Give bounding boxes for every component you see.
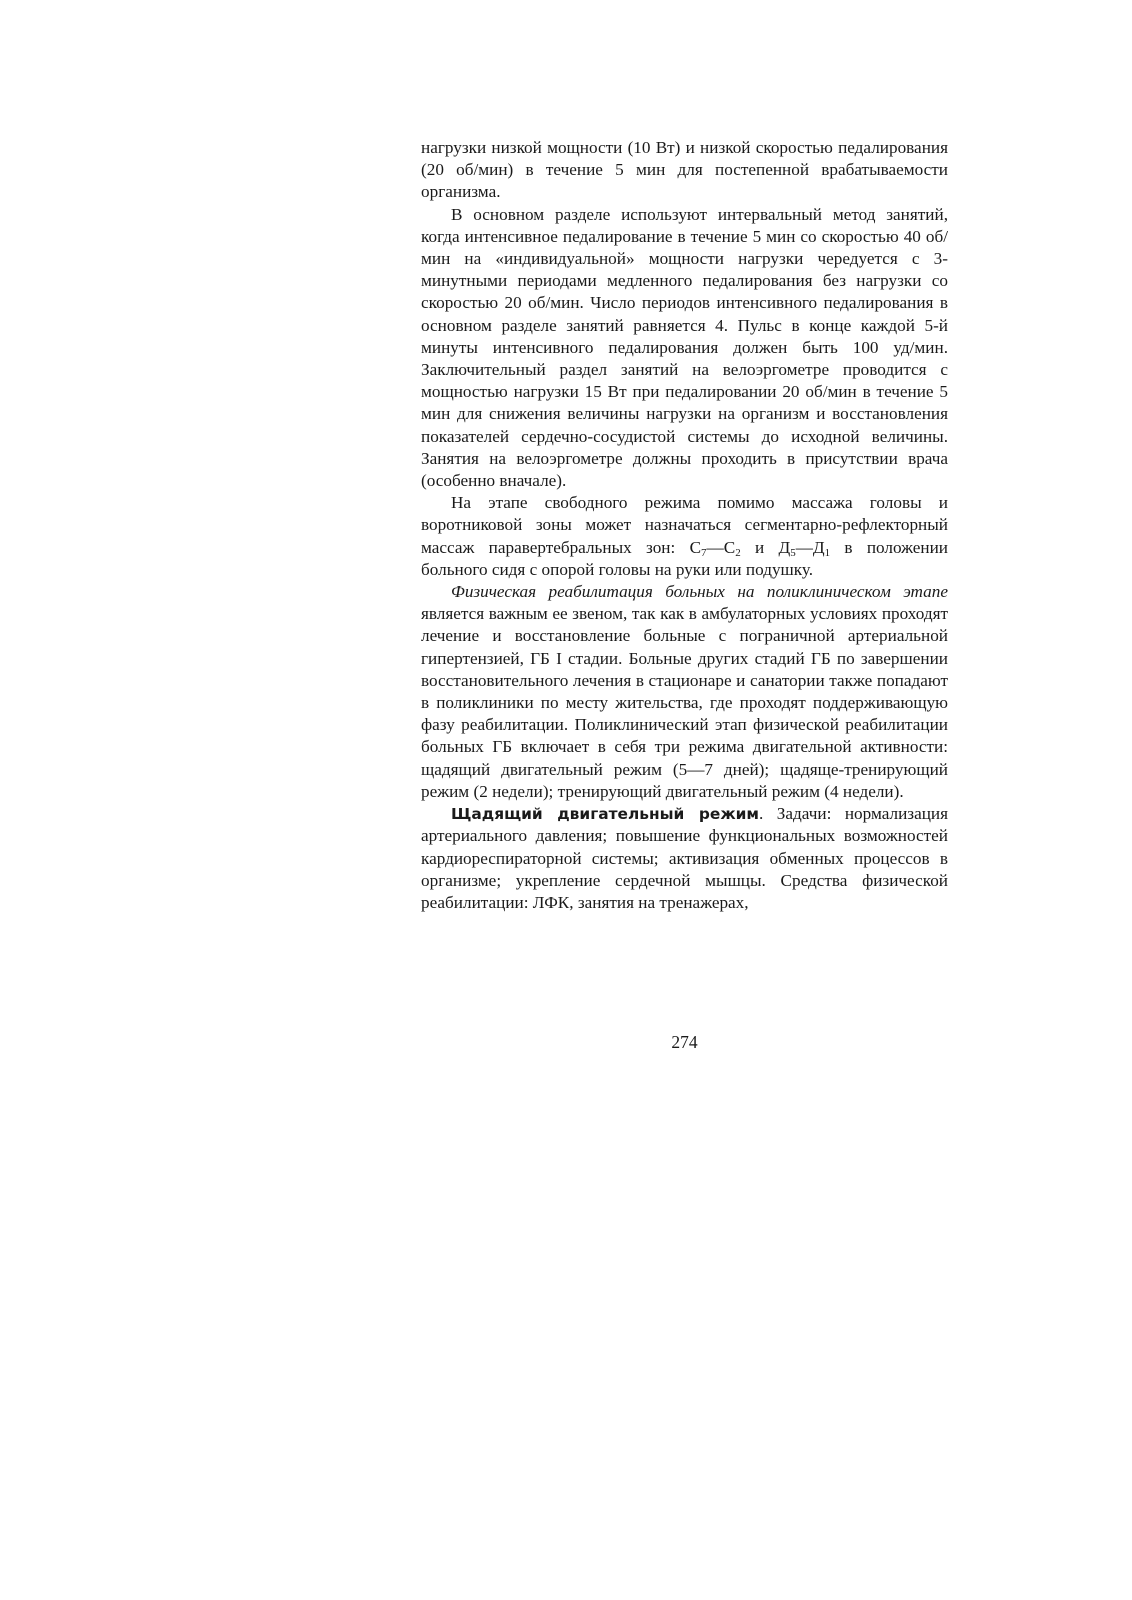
paragraph-4-italic-lead: Физическая реабилитация больных на поликлиническом этапе <box>451 582 948 602</box>
section-heading-gentle-regime: Щадящий двигательный режим <box>451 805 760 824</box>
paragraph-4-text: является важным ее звеном, так как в амбулаторных условиях проходят лечение и восстановление больные с пограничной артериальной гипертензией, ГБ I стадии. Больные других стадий ГБ по завершении восстановительного лечения в стационаре и санатории также попадают в поликлиники по месту жительства, где проходят поддерживающую фазу реабилитации. Поликлинический этап физической реабилитации больных ГБ включает в себя три режима двигательной активности: щадящий двигательный режим (5—7 дней); щадяще-тренирующий режим (2 недели); тренирующий двигательный режим (4 недели). <box>421 604 948 801</box>
zone-d5 <box>778 538 795 557</box>
body-text <box>421 137 948 914</box>
paragraph-3-text-before: На этапе свободного режима помимо массажа головы и воротниковой зоны может назначаться сегментарно-рефлекторный массаж паравертебральных зон: <box>421 493 948 557</box>
paragraph-1 <box>421 137 948 204</box>
paragraph-5-text: . Задачи: нормализация артериального давления; повышение функциональных возможностей кардиореспираторной системы; активизация обменных процессов в организме; укрепление сердечной мышцы. Средства физической реабилитации: ЛФК, занятия на тренажерах, <box>421 804 948 912</box>
zone-c7 <box>690 538 707 557</box>
zone-d1 <box>813 538 830 557</box>
paragraph-4 <box>421 581 948 803</box>
zone-c2 <box>724 538 741 557</box>
paragraph-5 <box>421 803 948 914</box>
zone-dash-2: — <box>795 537 813 557</box>
paragraph-1-text: нагрузки низкой мощности (10 Вт) и низкой скоростью педалирования (20 об/мин) в течение 5 мин для постепенной врабатываемости организма. <box>421 138 948 202</box>
zone-dash-1: — <box>706 537 724 557</box>
zone-c2-letter: С <box>723 537 736 557</box>
paragraph-2 <box>421 204 948 493</box>
zone-d1-index: 1 <box>824 546 831 559</box>
page-number: 274 <box>671 1032 698 1052</box>
zone-d1-letter: Д <box>812 537 825 557</box>
paragraph-3-text-after: в положении больного сидя с опорой головы на руки или подушку. <box>421 537 948 579</box>
zone-c7-letter: С <box>689 537 702 557</box>
zone-d5-index: 5 <box>790 546 796 559</box>
zone-d5-letter: Д <box>778 537 791 557</box>
zone-c2-index: 2 <box>735 546 741 559</box>
zone-c7-index: 7 <box>701 546 707 559</box>
paragraph-3 <box>421 492 948 581</box>
zone-conjunction: и <box>740 537 779 557</box>
paragraph-2-text: В основном разделе используют интервальный метод занятий, когда интенсивное педалирование в течение 5 мин со скоростью 40 об/мин на «индивидуальной» мощности нагрузки чередуется с 3-минутными периодами медленного педалирования без нагрузки со скоростью 20 об/мин. Число периодов интенсивного педалирования в основном разделе занятий равняется 4. Пульс в конце каждой 5-й минуты интенсивного педалирования должен быть 100 уд/мин. Заключительный раздел занятий на велоэргометре проводится с мощностью нагрузки 15 Вт при педалировании 20 об/мин в течение 5 мин для снижения величины нагрузки на организм и восстановления показателей сердечно-сосудистой системы до исходной величины. Занятия на велоэргометре должны проходить в присутствии врача (особенно вначале). <box>421 204 948 491</box>
